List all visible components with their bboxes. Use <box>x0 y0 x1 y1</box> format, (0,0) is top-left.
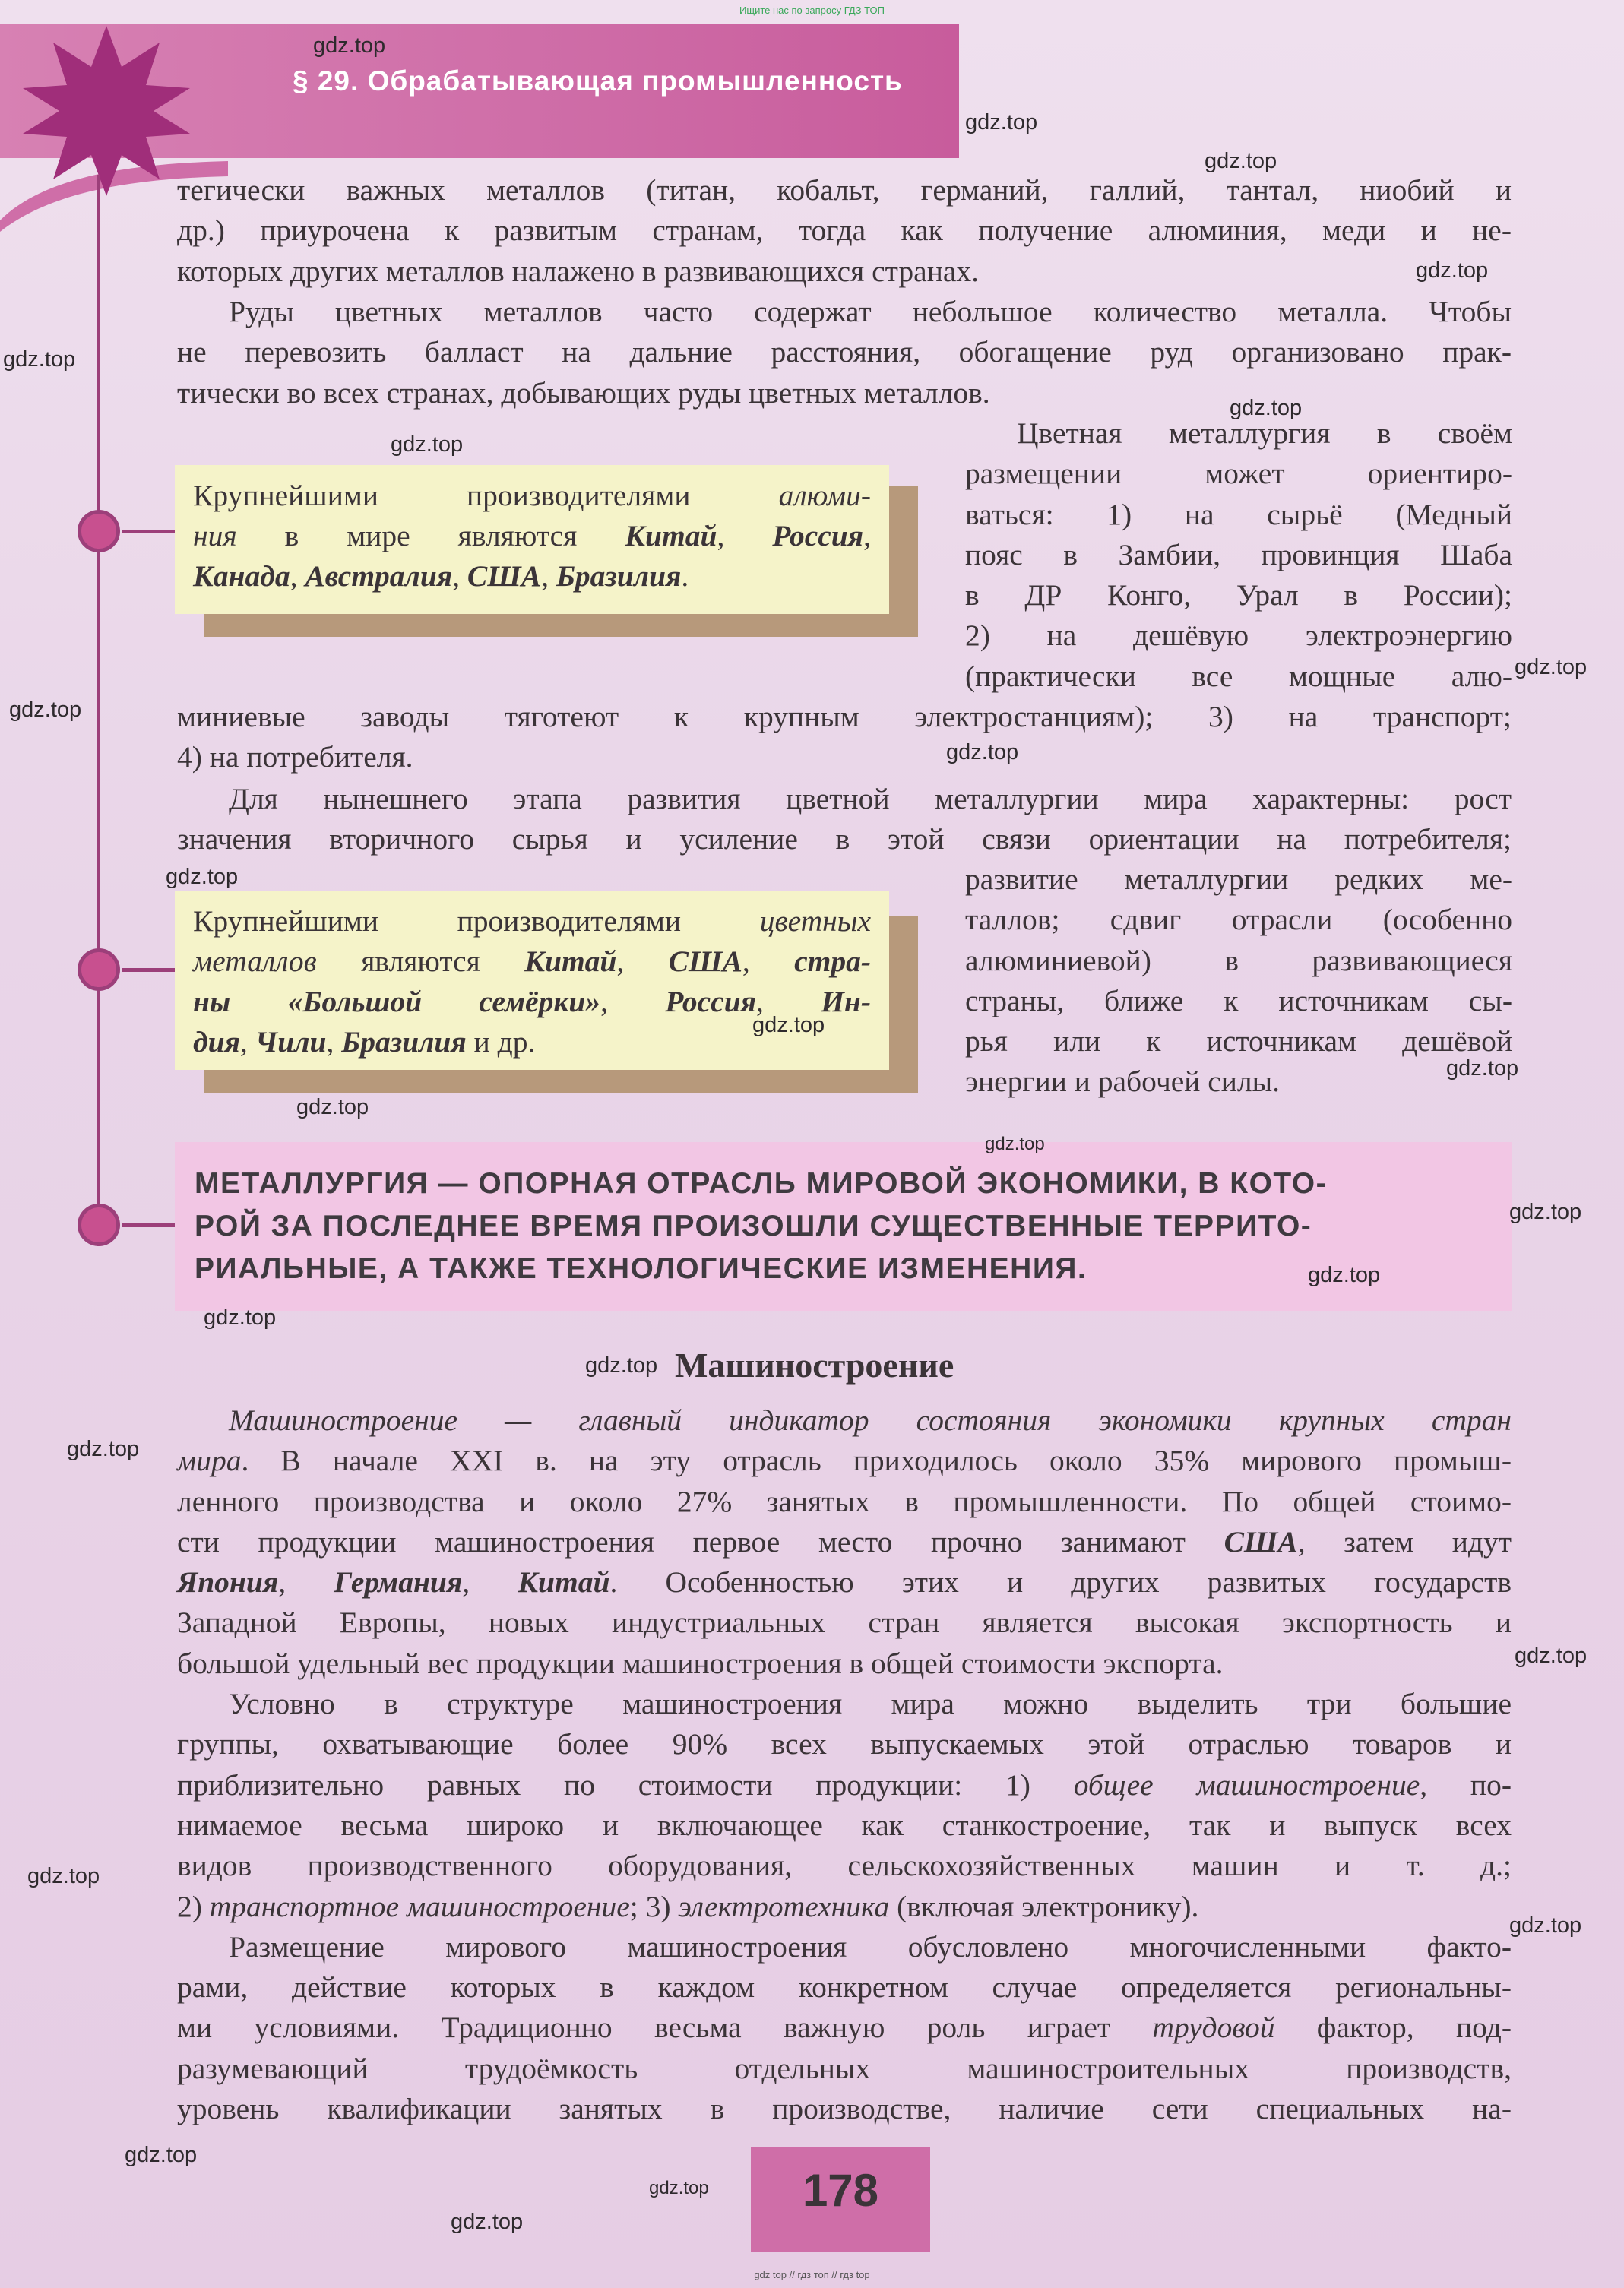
text-line: значения вторичного сырья и усиление в этой связи ориентации на потребителя; <box>177 822 1512 856</box>
text-line: тически во всех странах, добывающих руды цветных металлов. <box>177 375 990 410</box>
watermark: gdz.top <box>985 1134 1045 1154</box>
watermark: gdz.top <box>204 1305 277 1330</box>
watermark: gdz.top <box>1446 1056 1519 1081</box>
text-line: которых других металлов налажено в развивающихся странах. <box>177 254 980 288</box>
watermark: gdz.top <box>1515 655 1588 679</box>
paragraph: Машиностроение — главный индикатор состояния экономики крупных стран мира. В начале XXI в. на эту отрасль приходилось около 35% мирового промыш- ленного производства и около 27% занятых в промышленности. По общей стоимо- сти продукции машиностроения первое место прочно занимают США, затем идут Япония, Германия, Китай. Особенностью этих и других развитых государств Западной Европы, новых индустриальных стран является высокая экспортность и большой удельный вес продукции машиностроения в общей стоимости экспорта. Условно в структуре машиностроения мира можно выделить три большие группы, охватывающие более 90% всех выпускаемых этой отраслью товаров и приблизительно равных по стоимости продукции: 1) общее машиностроение, по- нимаемое весьма широко и включающее как станкостроение, так и выпуск всех видов производственного оборудования, сельскохозяйственных машин и т. д.; 2) транспортное машиностроение; 3) электротехника (включая электронику). Размещение мирового машиностроения обусловлено многочисленными факто- рами, действие которых в каждом конкретном случае определяется региональны- ми условиями. Традиционно весьма важную роль играет трудовой фактор, под- разумевающий трудоёмкость отдельных машиностроительных производств, уровень квалификации занятых в производстве, наличие сети специальных на- <box>177 1403 1512 2126</box>
text-line: Руды цветных металлов часто содержат небольшое количество металла. Чтобы <box>229 295 1512 328</box>
text-line: не перевозить балласт на дальние расстояния, обогащение руд организовано прак- <box>177 335 1512 369</box>
watermark: gdz.top <box>946 740 1019 764</box>
watermark: gdz.top <box>649 2178 709 2198</box>
watermark: gdz.top <box>1509 1200 1582 1224</box>
callout-aluminium-producers: Крупнейшими производителями алюми- ния в мире являются Китай, Россия, Канада, Австралия, США, Бразилия. <box>175 465 889 614</box>
text-line: миниевые заводы тяготеют к крупным электростанциям); 3) на транспорт; <box>177 700 1512 733</box>
watermark: gdz.top <box>3 347 76 372</box>
watermark: gdz.top <box>752 1013 825 1037</box>
watermark: gdz.top <box>1509 1913 1582 1938</box>
watermark: gdz.top <box>9 698 82 722</box>
text-line: в ДР Конго, Урал в России); <box>965 578 1512 612</box>
text-line: Для нынешнего этапа развития цветной металлургии мира характерны: рост <box>229 782 1512 815</box>
paragraph-right <box>965 413 1512 697</box>
section-heading: Машиностроение <box>675 1346 954 1385</box>
text-line: Цветная металлургия в своём <box>1017 416 1512 450</box>
text-line: энергии и рабочей силы. <box>965 1065 1281 1099</box>
watermark: gdz.top <box>166 865 239 889</box>
paragraph <box>177 779 1512 860</box>
page-number: 178 <box>802 2165 879 2216</box>
watermark: gdz.top <box>313 33 386 58</box>
watermark: gdz.top <box>585 1353 658 1378</box>
paragraph-right <box>965 859 1512 1103</box>
paragraph <box>177 292 1512 413</box>
text-line: рья или к источникам дешёвой <box>965 1024 1512 1059</box>
watermark: gdz.top <box>1230 396 1303 420</box>
star-icon <box>15 20 198 202</box>
text-line: алюминиевой) в развивающиеся <box>965 943 1512 977</box>
timeline-dot <box>78 1204 120 1246</box>
text-line: др.) приурочена к развитым странам, тогда как получение алюминия, меди и не- <box>177 214 1512 248</box>
paragraph <box>177 697 1512 778</box>
text-line: 4) на потребителя. <box>177 740 413 774</box>
text-line: размещении может ориентиро- <box>965 457 1512 491</box>
timeline-dot <box>78 948 120 991</box>
text-line: страны, ближе к источникам сы- <box>965 983 1512 1017</box>
watermark: gdz.top <box>125 2143 198 2167</box>
text-line: пояс в Замбии, провинция Шаба <box>965 537 1512 571</box>
watermark: gdz.top <box>27 1864 100 1888</box>
text-line: 2) на дешёвую электроэнергию <box>965 619 1512 653</box>
page-title: § 29. Обрабатывающая промышленность <box>293 65 903 97</box>
watermark: gdz.top <box>1205 149 1277 173</box>
watermark: gdz.top <box>296 1095 369 1119</box>
watermark: gdz.top <box>67 1437 140 1461</box>
watermark: gdz.top <box>965 110 1038 134</box>
watermark: gdz.top <box>391 432 464 457</box>
top-note: Ищите нас по запросу ГДЗ ТОП <box>739 5 885 16</box>
text-line: ваться: 1) на сырьё (Медный <box>965 497 1512 531</box>
watermark: gdz.top <box>1308 1263 1381 1287</box>
timeline-line <box>97 175 100 1231</box>
bottom-note: gdz top // гдз топ // гдз top <box>754 2269 870 2280</box>
timeline-dot <box>78 510 120 552</box>
watermark: gdz.top <box>451 2210 524 2234</box>
watermark: gdz.top <box>1416 258 1489 283</box>
text-line: таллов; сдвиг отрасли (особенно <box>965 903 1512 937</box>
timeline-branch <box>122 1223 176 1227</box>
paragraph <box>177 170 1512 292</box>
text-line: (практически все мощные алю- <box>965 659 1512 693</box>
statement-text: МЕТАЛЛУРГИЯ — ОПОРНАЯ ОТРАСЛЬ МИРОВОЙ ЭКОНОМИКИ, В КОТО- РОЙ ЗА ПОСЛЕДНЕЕ ВРЕМЯ ПРОИЗОШЛИ СУЩЕСТВЕННЫЕ ТЕРРИТО- РИАЛЬНЫЕ, А ТАКЖЕ ТЕХНОЛОГИЧЕСКИЕ ИЗМЕНЕНИЯ. <box>195 1167 1328 1285</box>
callout-nonferrous-producers: Крупнейшими производителями цветных металлов являются Китай, США, стра- ны «Большой семёрки», Россия, Ин- дия, Чили, Бразилия и др. <box>175 891 889 1070</box>
text-line: тегически важных металлов (титан, кобальт, германий, галлий, тантал, ниобий и <box>177 173 1512 207</box>
watermark: gdz.top <box>1515 1644 1588 1668</box>
text-line: развитие металлургии редких ме- <box>965 862 1512 896</box>
